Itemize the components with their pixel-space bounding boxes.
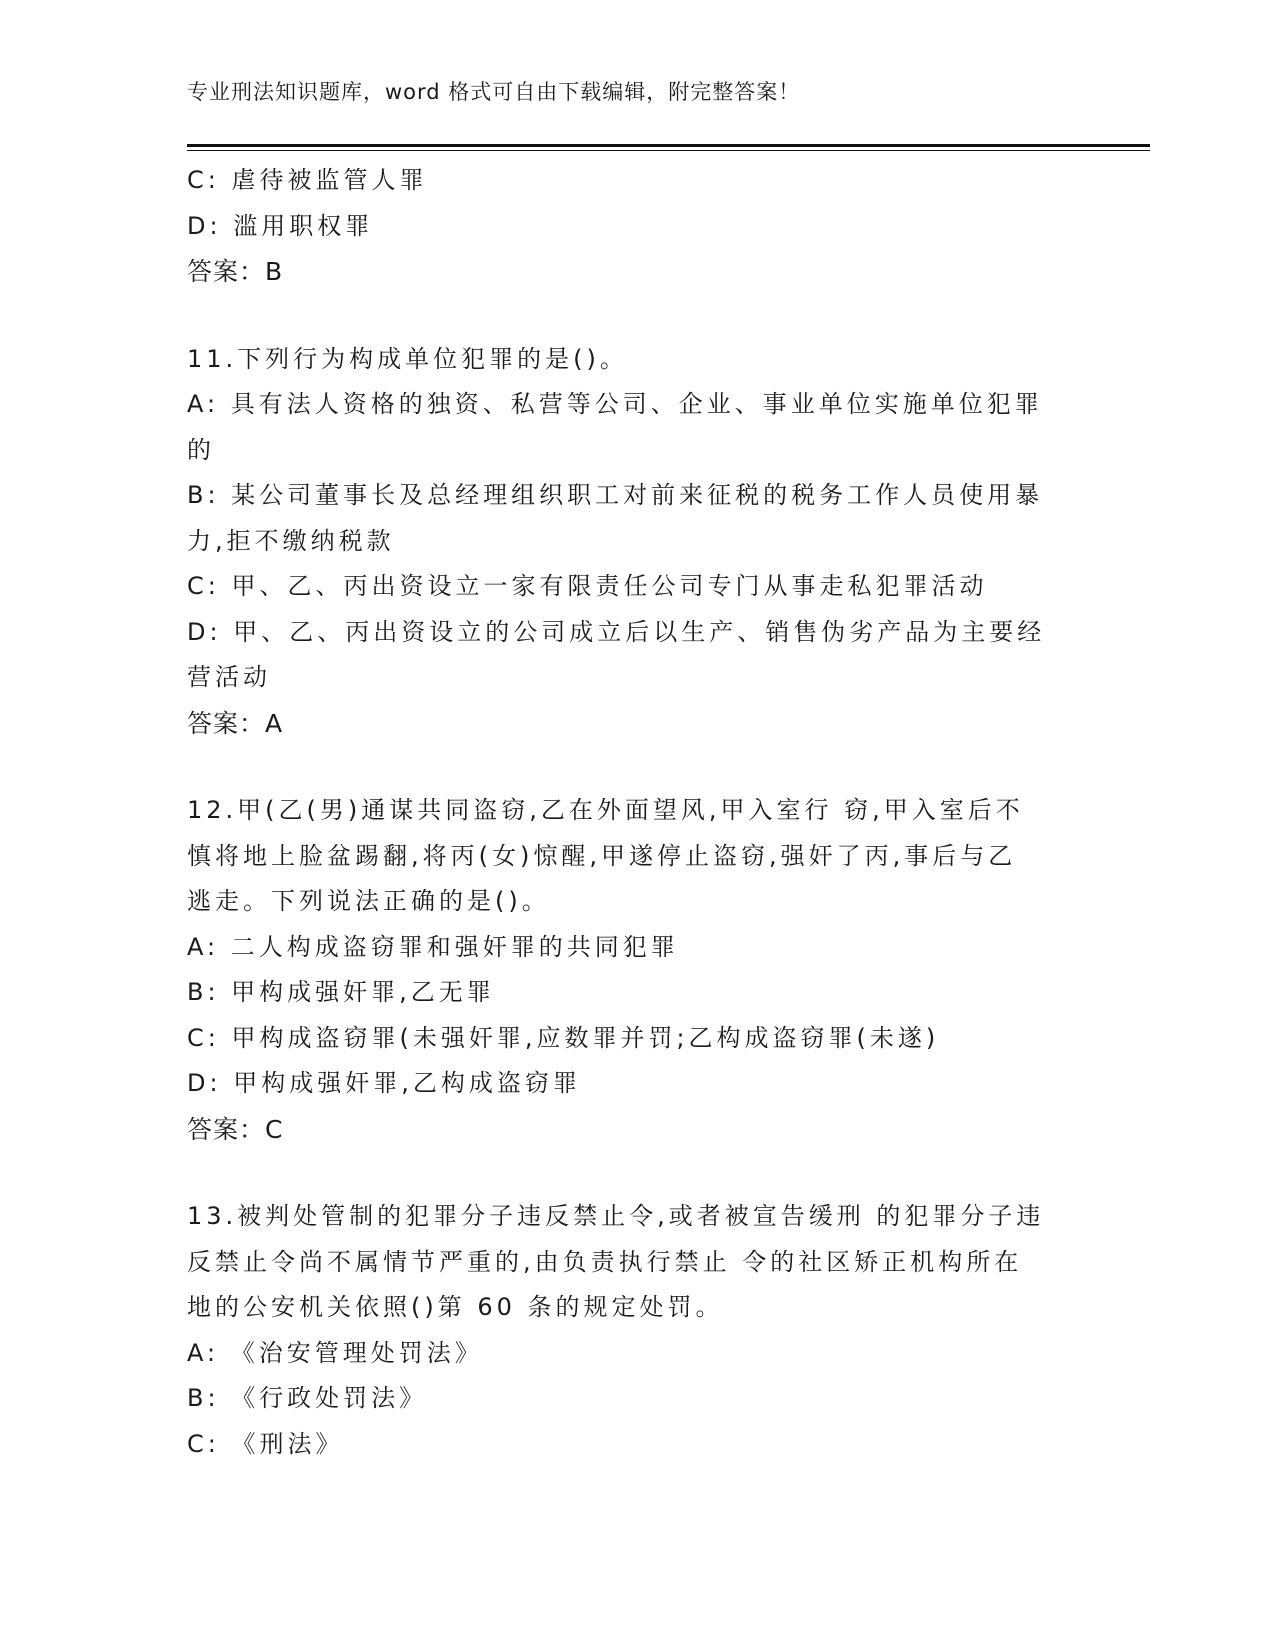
- answer-line: 答案：A: [187, 708, 284, 738]
- header-rule-thick: [187, 144, 1150, 147]
- question-text: 11.下列行为构成单位犯罪的是()。: [187, 344, 628, 373]
- option-line: B: 某公司董事长及总经理组织职工对前来征税的税务工作人员使用暴: [187, 481, 1044, 509]
- option-line: 营活动: [187, 663, 271, 691]
- document-content: [187, 158, 1087, 1467]
- answer-line: 答案：C: [187, 1114, 284, 1144]
- option-line: B: 甲构成强奸罪,乙无罪: [187, 978, 495, 1006]
- option-line: B: 《行政处罚法》: [187, 1384, 428, 1412]
- option-line: A: 具有法人资格的独资、私营等公司、企业、事业单位实施单位犯罪: [187, 390, 1043, 418]
- option-line: A: 二人构成盗窃罪和强奸罪的共同犯罪: [187, 932, 679, 961]
- answer-line: 答案：B: [187, 257, 284, 286]
- option-line: C: 《刑法》: [187, 1429, 344, 1458]
- option-line: C: 甲、乙、丙出资设立一家有限责任公司专门从事走私犯罪活动: [187, 572, 988, 600]
- question-text: 慎将地上脸盆踢翻,将丙(女)惊醒,甲遂停止盗窃,强奸了丙,事后与乙: [187, 841, 1017, 870]
- question-text: 逃走。下列说法正确的是()。: [187, 887, 550, 915]
- option-line: C: 虐待被监管人罪: [187, 166, 428, 194]
- question-text: 13.被判处管制的犯罪分子违反禁止令,或者被宣告缓刑 的犯罪分子违: [187, 1202, 1045, 1230]
- question-text: 反禁止令尚不属情节严重的,由负责执行禁止 令的社区矫正机构所在: [187, 1247, 1023, 1276]
- page-header: 专业刑法知识题库，word 格式可自由下载编辑，附完整答案！: [187, 80, 801, 104]
- option-line: D: 滥用职权罪: [187, 211, 374, 240]
- header-rule-thin: [187, 150, 1150, 151]
- question-text: 地的公安机关依照()第 60 条的规定处罚。: [187, 1293, 724, 1321]
- option-line: D: 甲、乙、丙出资设立的公司成立后以生产、销售伪劣产品为主要经: [187, 617, 1046, 646]
- option-line: A: 《治安管理处罚法》: [187, 1338, 483, 1367]
- option-line: 力,拒不缴纳税款: [187, 526, 395, 555]
- question-text: 12.甲(乙(男)通谋共同盗窃,乙在外面望风,甲入室行 窃,甲入室后不: [187, 796, 1024, 824]
- option-line: D: 甲构成强奸罪,乙构成盗窃罪: [187, 1069, 581, 1097]
- option-line: C: 甲构成盗窃罪(未强奸罪,应数罪并罚;乙构成盗窃罪(未遂): [187, 1023, 940, 1052]
- option-line: 的: [187, 435, 215, 464]
